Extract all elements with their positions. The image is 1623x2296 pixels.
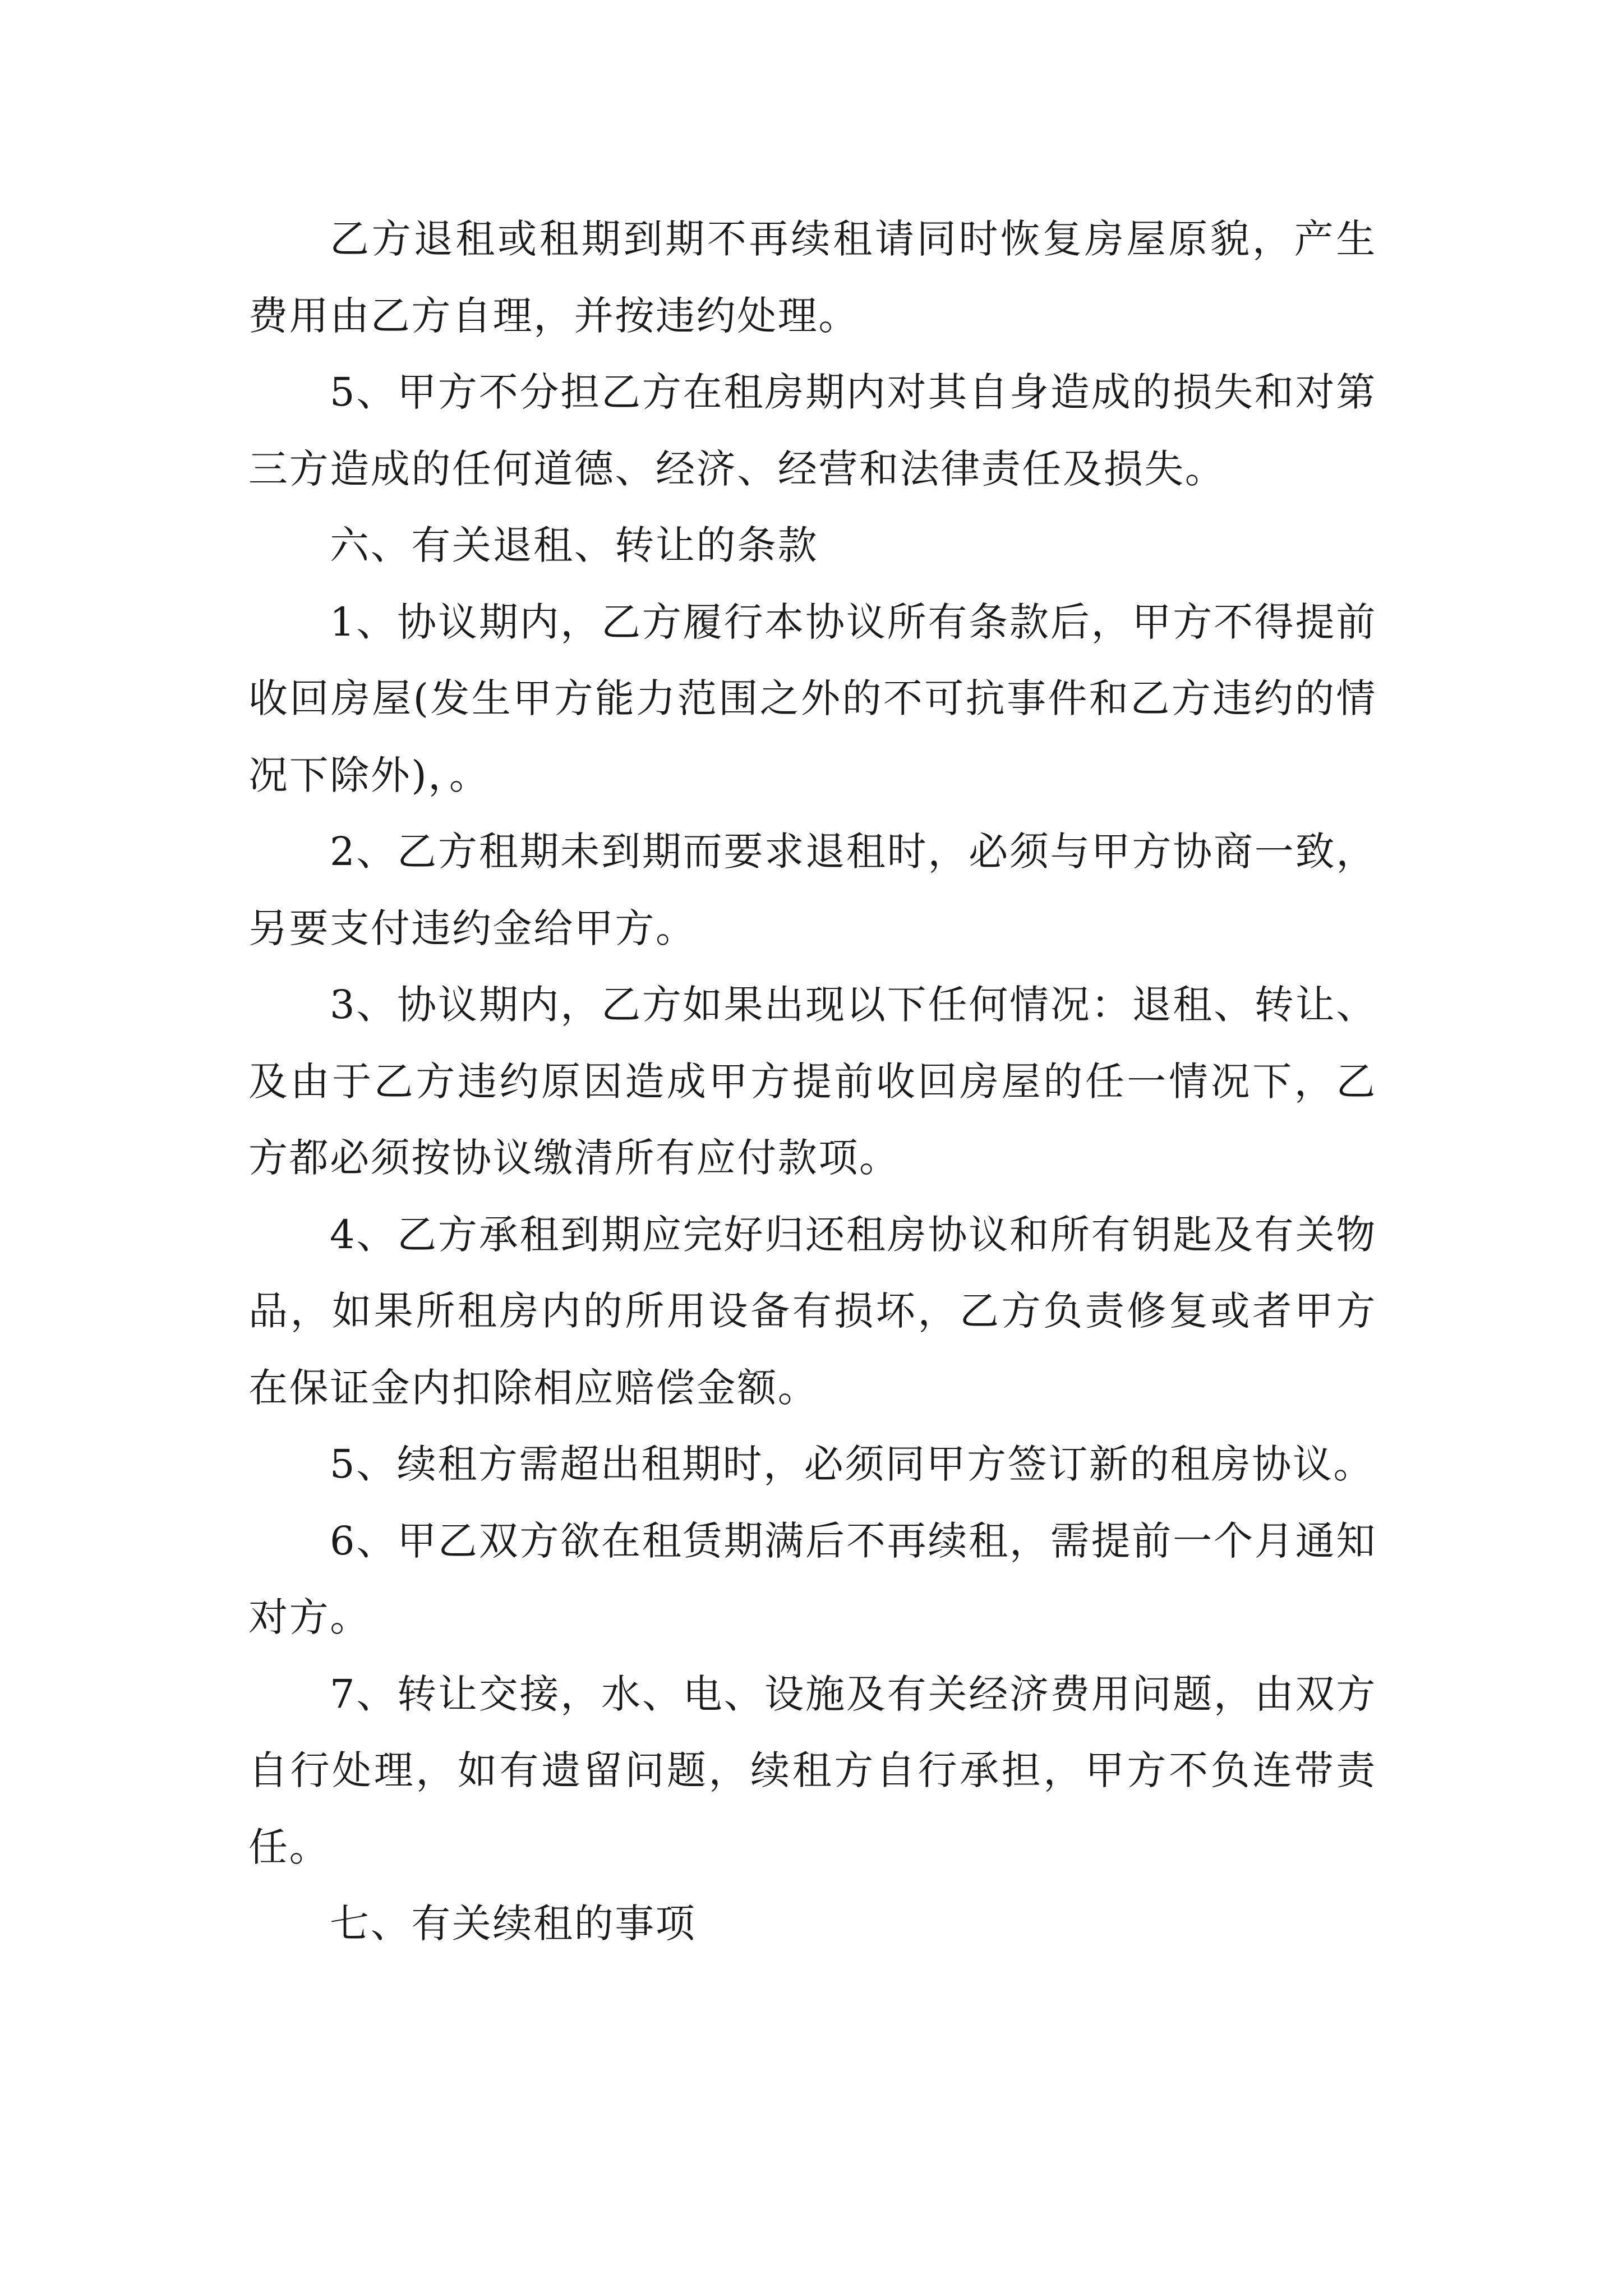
paragraph-clause-3-settle-payments: 3、协议期内，乙方如果出现以下任何情况：退租、转让、及由于乙方违约原因造成甲方提前收回房屋的任一情况下，乙方都必须按协议缴清所有应付款项。 — [248, 982, 1377, 1181]
section-heading-renewal: 七、有关续租的事项 — [330, 1901, 697, 1947]
paragraph-clause-6-notice: 6、甲乙双方欲在租赁期满后不再续租，需提前一个月通知对方。 — [248, 1517, 1377, 1640]
paragraph-clause-5-liability: 5、甲方不分担乙方在租房期内对其自身造成的损失和对第三方造成的任何道德、经济、经营和法律责任及损失。 — [248, 369, 1377, 492]
paragraph-clause-2-early-termination: 2、乙方租期未到期而要求退租时，必须与甲方协商一致，另要支付违约金给甲方。 — [248, 829, 1377, 951]
document-body — [248, 201, 1377, 1962]
paragraph-clause-7-handover: 7、转让交接，水、电、设施及有关经济费用问题，由双方自行处理，如有遗留问题，续租方自行承担，甲方不负连带责任。 — [248, 1671, 1377, 1870]
paragraph-clause-1-early-recall: 1、协议期内，乙方履行本协议所有条款后，甲方不得提前收回房屋(发生甲方能力范围之外的不可抗事件和乙方违约的情况下除外)，。 — [248, 599, 1377, 798]
section-heading-termination-transfer: 六、有关退租、转让的条款 — [330, 522, 819, 568]
paragraph-restore-premises: 乙方退租或租期到期不再续租请同时恢复房屋原貌，产生费用由乙方自理，并按违约处理。 — [248, 216, 1377, 339]
paragraph-clause-4-return-keys: 4、乙方承租到期应完好归还租房协议和所有钥匙及有关物品，如果所租房内的所用设备有损坏，乙方负责修复或者甲方在保证金内扣除相应赔偿金额。 — [248, 1211, 1377, 1411]
paragraph-clause-5-new-agreement: 5、续租方需超出租期时，必须同甲方签订新的租房协议。 — [330, 1441, 1375, 1487]
